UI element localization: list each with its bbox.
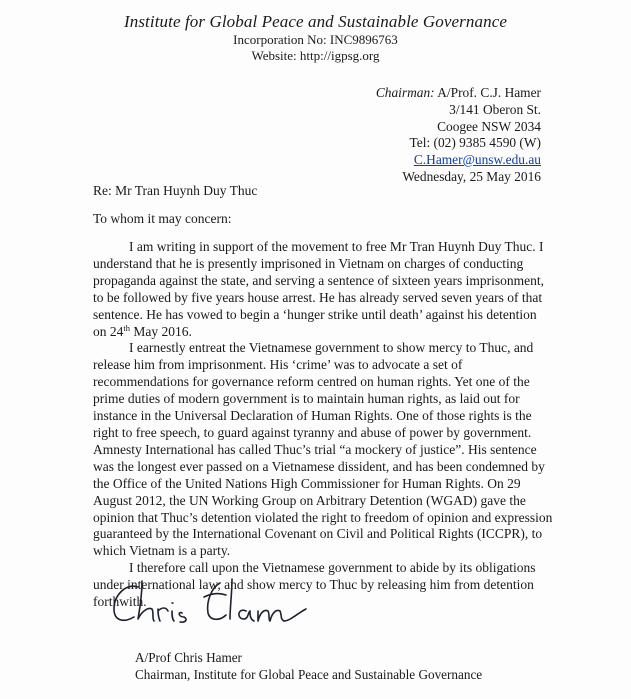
incorporation-number: Incorporation No: INC9896763 (233, 32, 398, 47)
paragraph-1 (93, 239, 553, 340)
organization-name: Institute for Global Peace and Sustainable Governance (123, 12, 507, 31)
sender-address-line2: Coogee NSW 2034 (437, 118, 541, 134)
ordinal-suffix: th (123, 322, 130, 333)
sender-address-line1: 3/141 Oberon St. (449, 101, 541, 117)
signatory-title: Chairman, Institute for Global Peace and Sustainable Governance (135, 666, 483, 682)
signatory-name: A/Prof Chris Hamer (135, 650, 242, 665)
salutation: To whom it may concern: (93, 211, 232, 226)
sender-block (376, 85, 541, 186)
letter-body (93, 239, 553, 611)
sender-telephone: Tel: (02) 9385 4590 (W) (409, 135, 541, 151)
paragraph-1-text: I am writing in support of the movement to free Mr Tran Huynh Duy Thuc. I understand that he is presently imprisoned in Vietnam on charges of conducting propaganda against the state, and serving a sentence of sixteen years imprisonment, to be followed by five years house arrest. He has already served seven years of that sentence. He has vowed to begin a ‘hunger strike until death’ against his detention on 24 (93, 239, 544, 339)
sender-role-label: Chairman: (375, 85, 435, 100)
closing-block (135, 650, 482, 683)
sender-name-line (376, 85, 541, 102)
paragraph-2: I earnestly entreat the Vietnamese government to show mercy to Thuc, and release him from imprisonment. His ‘crime’ was to advocate a set of recommendations for governance reform centred on human rights. Yet one of the prime duties of modern government is to maintain human rights, as laid out for instance in the Universal Declaration of Human Rights. One of those rights is the right to free speech, to guard against tyranny and abuse of power by government. Amnesty International has called Thuc’s trial “a mockery of justice”. His sentence was the longest ever passed on a Vietnamese dissident, and has been condemned by the Office of the United Nations High Commissioner for Human Rights. On 29 August 2012, the UN Working Group on Arbitrary Detention (WGAD) gave the opinion that Thuc’s detention violated the right to freedom of opinion and expression guaranteed by the International Covenant on Civil and Political Rights (ICCPR), to which Vietnam is a party. (93, 340, 553, 559)
subject-line: Re: Mr Tran Huynh Duy Thuc (93, 183, 258, 198)
sender-name: A/Prof. C.J. Hamer (437, 85, 541, 100)
letterhead (0, 12, 631, 64)
website: Website: http://igpsg.org (251, 48, 380, 63)
paragraph-1-end: May 2016. (130, 323, 192, 339)
sender-email-link[interactable]: C.Hamer@unsw.edu.au (413, 152, 541, 168)
letter-date: Wednesday, 25 May 2016 (402, 168, 541, 184)
handwritten-signature (108, 573, 318, 635)
paragraph-3: I therefore call upon the Vietnamese government to abide by its obligations under international law, and show mercy to Thuc by releasing him from detention forthwith. (93, 560, 536, 610)
